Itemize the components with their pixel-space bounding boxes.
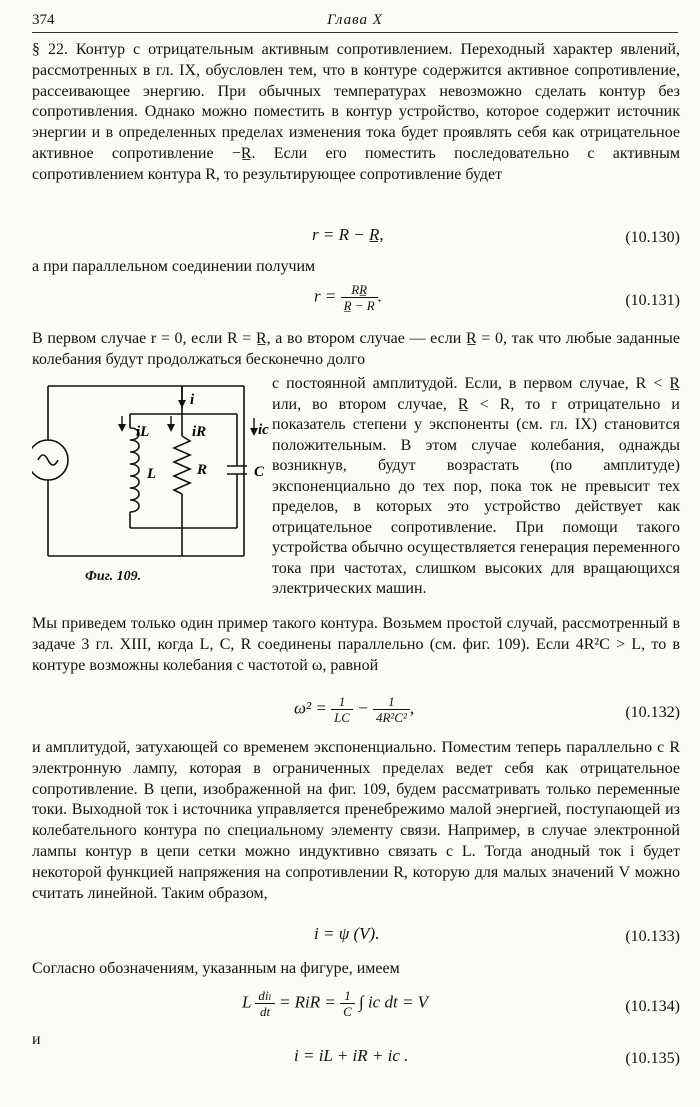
eq-lhs: L bbox=[242, 992, 252, 1012]
paragraph-8: и bbox=[32, 1031, 41, 1048]
label-C: C bbox=[254, 464, 265, 480]
equation-body: r = R − R̲, bbox=[312, 225, 384, 244]
page-number: 374 bbox=[32, 12, 55, 28]
eq-lhs: r = bbox=[314, 286, 337, 306]
label-iL: iL bbox=[136, 424, 150, 440]
eq-tail: . bbox=[377, 286, 382, 306]
numerator: RR̲ bbox=[341, 282, 378, 298]
paragraph-6: и амплитудой, затухающей со временем экспоненциально. Поместим теперь параллельно с R электронную лампу, которая в ограниченных пределах ведет себя как отрицательное сопротивление. В цепи, изображенной на фиг. 109, будем рассматривать только переменные токи. Выходной ток i источника управляется пренебрежимо малой энергией, поступающей из колебательного контура по специальному элементу связи. Например, в случае электронной лампы контур в цепи сетки можно индуктивно связать с L. Тогда анодный ток i будет некоторой функцией напряжения на сопротивлении R, которую для малых значений V можно считать линейной. Таким образом, bbox=[32, 739, 680, 902]
denominator: C bbox=[343, 1004, 352, 1019]
equation-number: (10.135) bbox=[625, 1050, 680, 1067]
chapter-title: Глава X bbox=[327, 12, 383, 28]
equation-10-130 bbox=[32, 225, 680, 255]
paragraph-2: а при параллельном соединении получим bbox=[32, 258, 316, 275]
minus: − bbox=[357, 698, 369, 718]
equation-10-133 bbox=[32, 924, 680, 954]
fraction bbox=[341, 282, 378, 313]
fraction-1 bbox=[255, 988, 274, 1019]
numerator: 1 bbox=[331, 694, 353, 710]
label-R: R bbox=[197, 462, 208, 478]
eq-middle: = RiR = bbox=[278, 992, 341, 1012]
fraction-1 bbox=[331, 694, 353, 725]
equation-10-135 bbox=[32, 1046, 680, 1076]
denominator: LC bbox=[334, 710, 350, 725]
equation-number: (10.131) bbox=[625, 292, 680, 309]
denominator: dt bbox=[259, 1004, 271, 1019]
paragraph-4: с постоянной амплитудой. Если, в первом случае, R < R̲ или, во втором случае, R̲ < R, то r отрицательно и показатель степени у экспоненты (см. гл. IX) становится положительным. В этом случае колебания, однажды возникнув, будут возрастать (по амплитуде) экспоненциально до тех пор, пока ток не превысит тех пределов, в которых это устройство действует как отрицательное сопротивление. При помощи такого устройства обычно осуществляется генерация переменного тока при частотах, слишком высоких для вращающихся электрических машин. bbox=[272, 375, 680, 597]
denominator: 4R²C² bbox=[375, 710, 407, 725]
fraction-2 bbox=[340, 988, 355, 1019]
equation-number: (10.133) bbox=[625, 928, 680, 945]
numerator: 1 bbox=[340, 988, 355, 1004]
paragraph-7: Согласно обозначениям, указанным на фигуре, имеем bbox=[32, 960, 400, 977]
equation-10-134 bbox=[32, 986, 680, 1028]
circuit-figure bbox=[32, 378, 270, 566]
figure-caption: Фиг. 109. bbox=[85, 569, 142, 584]
paragraph-1: § 22. Контур с отрицательным активным сопротивлением. Переходный характер явлений, рассмотренных в гл. IX, обусловлен тем, что в контуре содержится активное сопротивление, рассеивающее энергию. При обычных температурах невозможно сделать контур без сопротивления. Однако можно поместить в контур устройство, которое содержит источник энергии и в определенных пределах изменения тока будет проявлять себя как отрицательное активное сопротивление −R̲. Если его поместить последовательно с активным сопротивлением контура R, то результирующее сопротивление будет bbox=[32, 41, 680, 183]
paragraph-3: В первом случае r = 0, если R = R̲, а во втором случае — если R̲ = 0, так что любые заданные колебания будут продолжаться бесконечно долго bbox=[32, 330, 680, 368]
label-i: i bbox=[190, 392, 195, 408]
paragraph-5: Мы приведем только один пример такого контура. Возьмем простой случай, рассмотренный в задаче 3 гл. XIII, когда L, C, R соединены параллельно (см. фиг. 109). Если 4R²C > L, то в контуре возможны колебания с частотой ω, равной bbox=[32, 615, 680, 674]
equation-number: (10.134) bbox=[625, 998, 680, 1015]
fraction-2 bbox=[373, 694, 410, 725]
eq-tail: ∫ ic dt = V bbox=[359, 992, 429, 1012]
numerator: diₗ bbox=[255, 988, 274, 1004]
running-header bbox=[32, 10, 678, 33]
numerator: 1 bbox=[373, 694, 410, 710]
equation-10-132 bbox=[32, 692, 680, 732]
equation-body: i = iL + iR + ic . bbox=[294, 1046, 409, 1065]
equation-body: i = ψ (V). bbox=[314, 924, 380, 943]
equation-10-131 bbox=[32, 280, 680, 320]
label-iR: iR bbox=[192, 424, 207, 440]
equation-number: (10.130) bbox=[625, 229, 680, 246]
eq-lhs: ω² = bbox=[294, 698, 327, 718]
eq-tail: , bbox=[409, 698, 415, 718]
equation-number: (10.132) bbox=[625, 704, 680, 721]
denominator: R̲ − R bbox=[343, 298, 375, 313]
label-L: L bbox=[147, 466, 157, 482]
label-ic: ic bbox=[258, 422, 269, 438]
